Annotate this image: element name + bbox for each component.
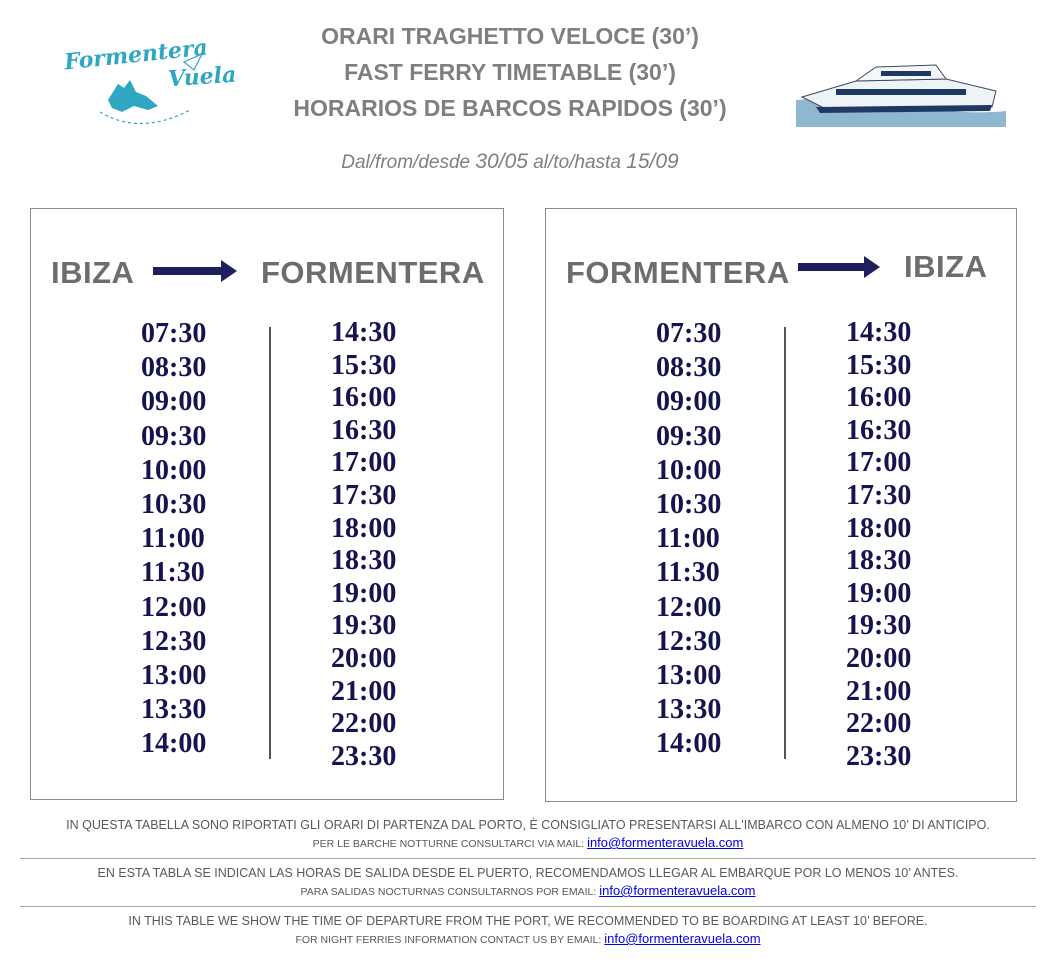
time-item: 16:00 — [331, 382, 397, 414]
time-item: 08:30 — [656, 352, 722, 384]
time-item: 13:00 — [141, 659, 207, 691]
time-item: 20:00 — [331, 642, 397, 674]
time-item: 13:30 — [141, 694, 207, 726]
note-italian-sub: PER LE BARCHE NOTTURNE CONSULTARCI VIA MAIL: — [312, 838, 585, 850]
title-spanish: HORARIOS DE BARCOS RAPIDOS (30’) — [293, 95, 727, 121]
time-item: 12:30 — [656, 625, 722, 657]
time-item: 18:00 — [846, 512, 912, 544]
time-item: 16:30 — [846, 414, 912, 446]
time-item: 11:00 — [141, 523, 205, 555]
time-item: 16:30 — [331, 414, 397, 446]
time-item: 11:00 — [656, 523, 720, 555]
email-link[interactable]: info@formenteravuela.com — [587, 835, 744, 850]
time-item: 19:00 — [846, 577, 912, 609]
departures-morning — [656, 317, 721, 761]
time-item: 17:30 — [331, 479, 397, 511]
title-italian: ORARI TRAGHETTO VELOCE (30’) — [321, 23, 699, 49]
panel-ibiza-to-formentera — [30, 208, 504, 800]
time-item: 14:00 — [141, 728, 207, 760]
time-item: 18:00 — [331, 512, 397, 544]
time-item: 10:30 — [656, 488, 722, 520]
note-spanish-sub: PARA SALIDAS NOCTURNAS CONSULTARNOS POR EMAIL: — [300, 886, 597, 898]
route-from-ibiza: IBIZA — [51, 255, 135, 290]
time-item: 17:00 — [846, 447, 912, 479]
time-item: 16:00 — [846, 382, 912, 414]
time-item: 23:30 — [846, 740, 912, 772]
note-spanish-text: EN ESTA TABLA SE INDICAN LAS HORAS DE SALIDA DESDE EL PUERTO, RECOMENDAMOS LLEGAR AL EMBARQUE POR LO MENOS 10’ ANTES. — [97, 866, 959, 880]
time-item: 22:00 — [331, 708, 397, 740]
time-item: 18:30 — [846, 545, 912, 577]
time-item: 10:00 — [141, 454, 207, 486]
time-item: 12:00 — [141, 591, 207, 623]
divider — [20, 906, 1036, 907]
validity-dates — [230, 150, 790, 174]
route-to-formentera: FORMENTERA — [261, 255, 485, 290]
column-divider — [784, 327, 786, 759]
time-item: 09:00 — [656, 386, 722, 418]
time-item: 11:30 — [656, 557, 720, 589]
time-item: 20:00 — [846, 642, 912, 674]
time-item: 14:00 — [656, 728, 722, 760]
panel-formentera-to-ibiza — [545, 208, 1017, 802]
note-spanish — [20, 866, 1036, 898]
departures-afternoon — [331, 317, 396, 773]
time-item: 10:30 — [141, 488, 207, 520]
title-english: FAST FERRY TIMETABLE (30’) — [344, 59, 676, 85]
logo-text-formentera: Formentera — [63, 34, 209, 76]
email-link[interactable]: info@formenteravuela.com — [599, 883, 756, 898]
date-end: 15/09 — [626, 150, 679, 173]
note-italian-contact — [20, 835, 1036, 850]
time-item: 12:30 — [141, 625, 207, 657]
ferry-image — [796, 45, 1006, 127]
time-item: 15:30 — [331, 349, 397, 381]
time-item: 14:30 — [846, 317, 912, 348]
note-italian-text: IN QUESTA TABELLA SONO RIPORTATI GLI ORARI DI PARTENZA DAL PORTO, È CONSIGLIATO PRESENTARSI ALL'IMBARCO CON ALMENO 10’ DI ANTICIPO. — [66, 818, 990, 832]
email-link[interactable]: info@formenteravuela.com — [604, 931, 761, 946]
time-item: 19:00 — [331, 577, 397, 609]
time-item: 18:30 — [331, 545, 397, 577]
dates-mid: al/to/hasta — [533, 152, 621, 173]
time-item: 09:00 — [141, 386, 207, 418]
note-italian — [20, 818, 1036, 850]
divider — [20, 858, 1036, 859]
time-item: 19:30 — [331, 610, 397, 642]
note-english-sub: FOR NIGHT FERRIES INFORMATION CONTACT US BY EMAIL: — [295, 934, 602, 946]
dates-prefix: Dal/from/desde — [341, 152, 471, 173]
departures-afternoon — [846, 317, 911, 773]
note-english-text: IN THIS TABLE WE SHOW THE TIME OF DEPARTURE FROM THE PORT, WE RECOMMENDED TO BE BOARDING AT LEAST 10’ BEFORE. — [128, 914, 928, 928]
time-item: 22:00 — [846, 708, 912, 740]
departures-morning — [141, 317, 206, 761]
logo-text-vuela: Vuela — [167, 61, 238, 93]
route-from-formentera: FORMENTERA — [566, 255, 790, 290]
time-item: 10:00 — [656, 454, 722, 486]
time-item: 21:00 — [846, 675, 912, 707]
note-english — [20, 914, 1036, 946]
arrow-right-icon — [153, 267, 223, 275]
formentera-vuela-logo — [60, 34, 238, 130]
time-item: 09:30 — [141, 420, 207, 452]
route-to-ibiza: IBIZA — [904, 249, 988, 284]
time-item: 13:00 — [656, 659, 722, 691]
time-item: 08:30 — [141, 352, 207, 384]
time-item: 23:30 — [331, 740, 397, 772]
time-item: 09:30 — [656, 420, 722, 452]
title-block — [230, 18, 790, 126]
time-item: 15:30 — [846, 349, 912, 381]
time-item: 17:00 — [331, 447, 397, 479]
arrow-right-icon — [798, 263, 866, 271]
column-divider — [269, 327, 271, 759]
time-item: 12:00 — [656, 591, 722, 623]
note-english-contact — [20, 931, 1036, 946]
time-item: 14:30 — [331, 317, 397, 348]
time-item: 17:30 — [846, 479, 912, 511]
time-item: 13:30 — [656, 694, 722, 726]
time-item: 21:00 — [331, 675, 397, 707]
time-item: 07:30 — [656, 318, 722, 349]
time-item: 07:30 — [141, 318, 207, 349]
date-start: 30/05 — [475, 150, 528, 173]
note-spanish-contact — [20, 883, 1036, 898]
time-item: 11:30 — [141, 557, 205, 589]
time-item: 19:30 — [846, 610, 912, 642]
